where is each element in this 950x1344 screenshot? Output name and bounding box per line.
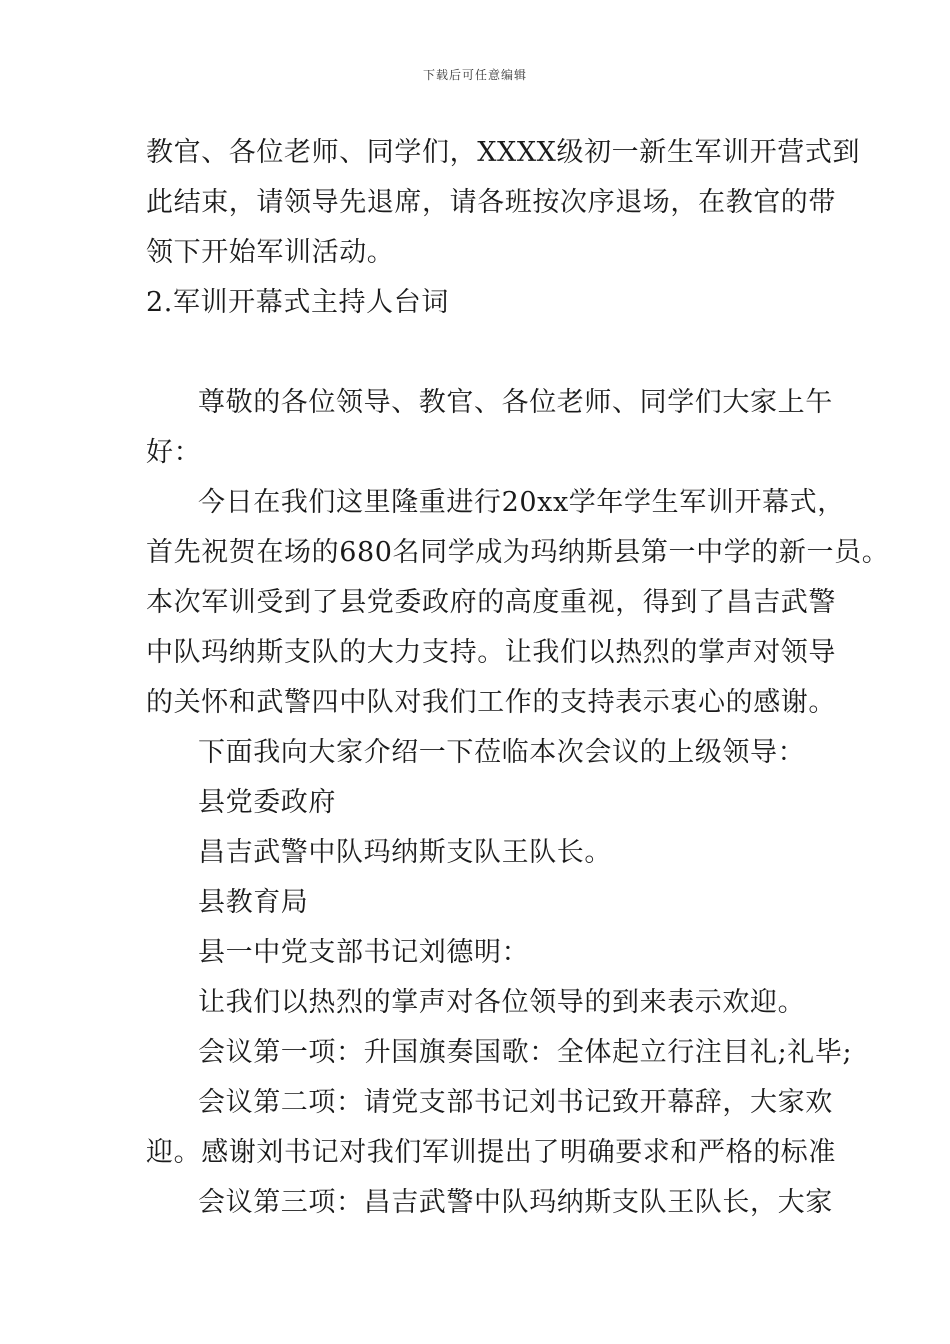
paragraph-line: 好： xyxy=(146,437,202,468)
paragraph-line: 今日在我们这里隆重进行20xx学年学生军训开幕式， xyxy=(198,487,845,518)
paragraph-line: 会议第一项：升国旗奏国歌：全体起立行注目礼;礼毕; xyxy=(198,1037,853,1068)
paragraph-line: 中队玛纳斯支队的大力支持。让我们以热烈的掌声对领导 xyxy=(146,637,836,668)
paragraph-line: 昌吉武警中队玛纳斯支队王队长。 xyxy=(198,837,612,868)
paragraph-line: 下面我向大家介绍一下莅临本次会议的上级领导： xyxy=(198,737,806,768)
blank-line xyxy=(146,328,818,378)
paragraph-line: 会议第三项：昌吉武警中队玛纳斯支队王队长，大家 xyxy=(198,1187,833,1218)
paragraph-line: 迎。感谢刘书记对我们军训提出了明确要求和严格的标准 xyxy=(146,1137,836,1168)
paragraph-line: 领下开始军训活动。 xyxy=(146,237,395,268)
paragraph-line: 县党委政府 xyxy=(198,787,336,818)
paragraph-line: 此结束，请领导先退席，请各班按次序退场，在教官的带 xyxy=(146,187,836,218)
paragraph-line: 县教育局 xyxy=(198,887,309,918)
paragraph-line: 的关怀和武警四中队对我们工作的支持表示衷心的感谢。 xyxy=(146,687,836,718)
section-heading: 2.军训开幕式主持人台词 xyxy=(146,287,449,318)
document-body xyxy=(146,128,890,1228)
paragraph-line: 让我们以热烈的掌声对各位领导的到来表示欢迎。 xyxy=(198,987,806,1018)
paragraph-line: 会议第二项：请党支部书记刘书记致开幕辞，大家欢 xyxy=(198,1087,833,1118)
paragraph-line: 县一中党支部书记刘德明： xyxy=(198,937,530,968)
paragraph-line: 本次军训受到了县党委政府的高度重视，得到了昌吉武警 xyxy=(146,587,836,618)
paragraph-line: 尊敬的各位领导、教官、各位老师、同学们大家上午 xyxy=(198,387,833,418)
paragraph-line: 教官、各位老师、同学们，XXXX级初一新生军训开营式到 xyxy=(146,137,861,168)
page-header-note: 下载后可任意编辑 xyxy=(422,68,527,82)
paragraph-line: 首先祝贺在场的680名同学成为玛纳斯县第一中学的新一员。 xyxy=(146,537,890,568)
